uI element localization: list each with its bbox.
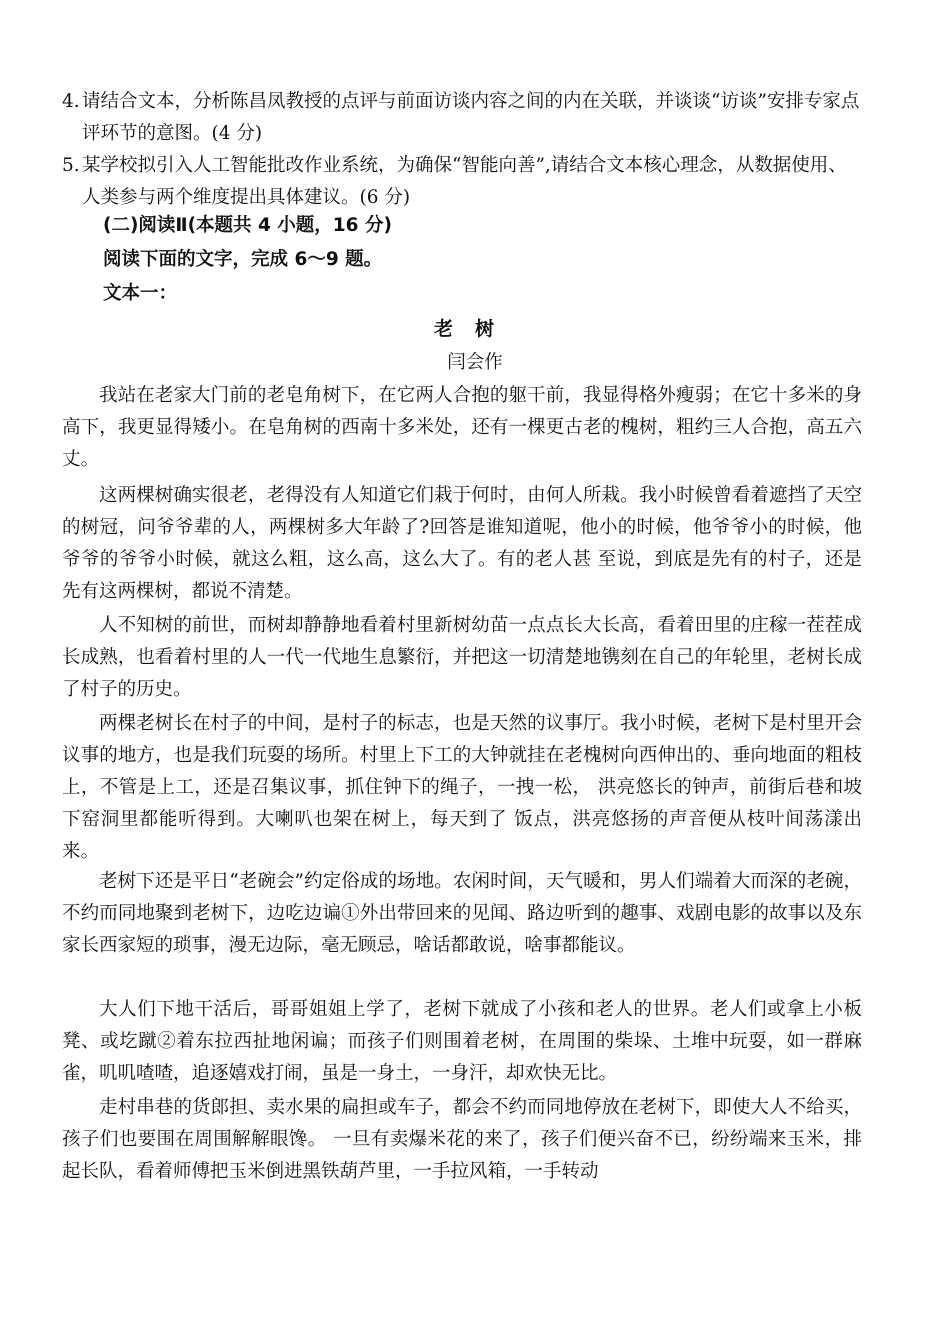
question-number: 5. <box>62 155 80 176</box>
article-author: 闫会作 <box>447 352 503 373</box>
article-title: 老树 <box>433 318 516 340</box>
article-paragraph-6: 大人们下地干活后，哥哥姐姐上学了，老树下就成了小孩和老人的世界。老人们或拿上小板凳、或圪蹴②着东拉西扯地闲谝；而孩子们则围着老树，在周围的柴垛、土堆中玩耍，如一群麻雀，叽叽喳喳，追逐嬉戏打闹，虽是一身土，一身汗，却欢快无比。 <box>62 999 862 1084</box>
article-paragraph-5: 老树下还是平日“老碗会”约定俗成的场地。农闲时间，天气暖和，男人们端着大而深的老碗，不约而同地聚到老树下，边吃边谝①外出带回来的见闻、路边听到的趣事、戏剧电影的故事以及东家长西家短的琐事，漫无边际，毫无顾忌，啥话都敢说，啥事都能议。 <box>62 871 862 956</box>
article-paragraph-7: 走村串巷的货郎担、卖水果的扁担或车子，都会不约而同地停放在老树下，即使大人不给买，孩子们也要围在周围解解眼馋。 一旦有卖爆米花的来了，孩子们便兴奋不已，纷纷端来玉米，排起长队，看着师傅把玉米倒进黑铁葫芦里，一手拉风箱，一手转动 <box>62 1097 862 1182</box>
article-paragraph-2: 这两棵树确实很老，老得没有人知道它们栽于何时，由何人所栽。我小时候曾看着遮挡了天空的树冠，问爷爷辈的人，两棵树多大年龄了?回答是谁知道呢，他小的时候，他爷爷小的时候，他爷爷的爷爷小时候，就这么粗，这么高，这么大了。有的老人甚 至说，到底是先有的村子，还是先有这两棵树，都说不清楚。 <box>62 485 862 602</box>
question-number: 4. <box>62 91 80 112</box>
section-instruction: 阅读下面的文字，完成 6～9 题。 <box>103 249 383 270</box>
section-heading: (二)阅读Ⅱ(本题共 4 小题，16 分) <box>103 215 392 236</box>
question-5 <box>62 150 862 214</box>
question-4 <box>62 86 862 150</box>
article-paragraph-3: 人不知树的前世，而树却静静地看着村里新树幼苗一点点长大长高，看着田里的庄稼一茬茬成长成熟，也看着村里的人一代一代地生息繁衍，并把这一切清楚地镌刻在自己的年轮里，老树长成了村子的历史。 <box>62 615 862 700</box>
article-paragraph-4: 两棵老树长在村子的中间，是村子的标志，也是天然的议事厅。我小时候，老树下是村里开会议事的地方，也是我们玩耍的场所。村里上下工的大钟就挂在老槐树向西伸出的、垂向地面的粗枝上，不管是上工，还是召集议事，抓住钟下的绳子，一拽一松， 洪亮悠长的钟声，前街后巷和坡下窑洞里都能听得到。大喇叭也架在树上，每天到了 饭点，洪亮悠扬的声音便从枝叶间荡漾出来。 <box>62 713 862 862</box>
question-text: 某学校拟引入人工智能批改作业系统，为确保“智能向善”,请结合文本核心理念，从数据使用、人类参与两个维度提出具体建议。(6 分) <box>82 155 847 208</box>
question-text: 请结合文本，分析陈昌凤教授的点评与前面访谈内容之间的内在关联，并谈谈“访谈”安排专家点评环节的意图。(4 分) <box>82 91 860 144</box>
article-paragraph-1: 我站在老家大门前的老皂角树下，在它两人合抱的躯干前，我显得格外瘦弱；在它十多米的身高下，我更显得矮小。在皂角树的西南十多米处，还有一棵更古老的槐树，粗约三人合抱，高五六丈。 <box>62 385 862 470</box>
text-label: 文本一： <box>103 283 178 304</box>
